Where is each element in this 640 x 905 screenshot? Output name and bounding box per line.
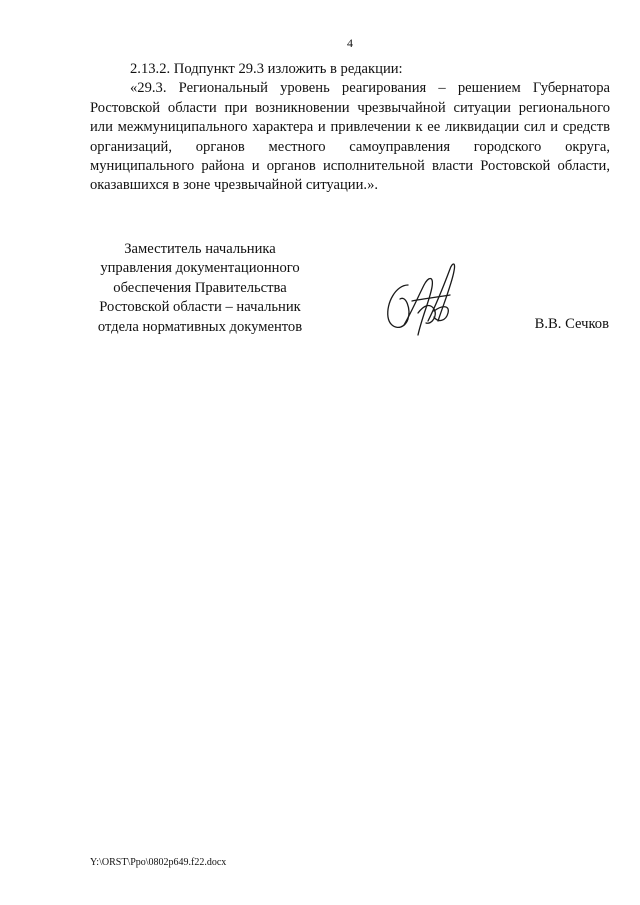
handwritten-signature (378, 255, 468, 340)
signature-stroke (428, 264, 455, 321)
position-line: Ростовской области – начальник (99, 299, 301, 316)
file-path-footer: Y:\ORST\Ppo\0802p649.f22.docx (90, 857, 227, 868)
signatory-position (90, 240, 310, 337)
position-line: Заместитель начальника (124, 241, 276, 257)
position-line: управления документационного (100, 260, 300, 277)
paragraph-amendment-text: «29.3. Региональный уровень реагирования – решением Губернатора Ростовской области при возникновении чрезвычайной ситуации регионального или межмуниципального характера и привлечении к ее ликвидации сил и средств организаций, органов местного самоуправления городского округа, муниципального района и органов исполнительной власти Ростовской области, оказавшихся в зоне чрезвычайной ситуации.». (90, 80, 610, 194)
signature-stroke (418, 306, 435, 324)
page-number: 4 (347, 36, 353, 50)
document-body (90, 60, 610, 196)
paragraph-amendment-intro: 2.13.2. Подпункт 29.3 изложить в редакции: (130, 61, 403, 77)
signatory-name: В.В. Сечков (534, 316, 609, 332)
position-line: отдела нормативных документов (97, 318, 303, 335)
position-line: обеспечения Правительства (113, 279, 287, 296)
